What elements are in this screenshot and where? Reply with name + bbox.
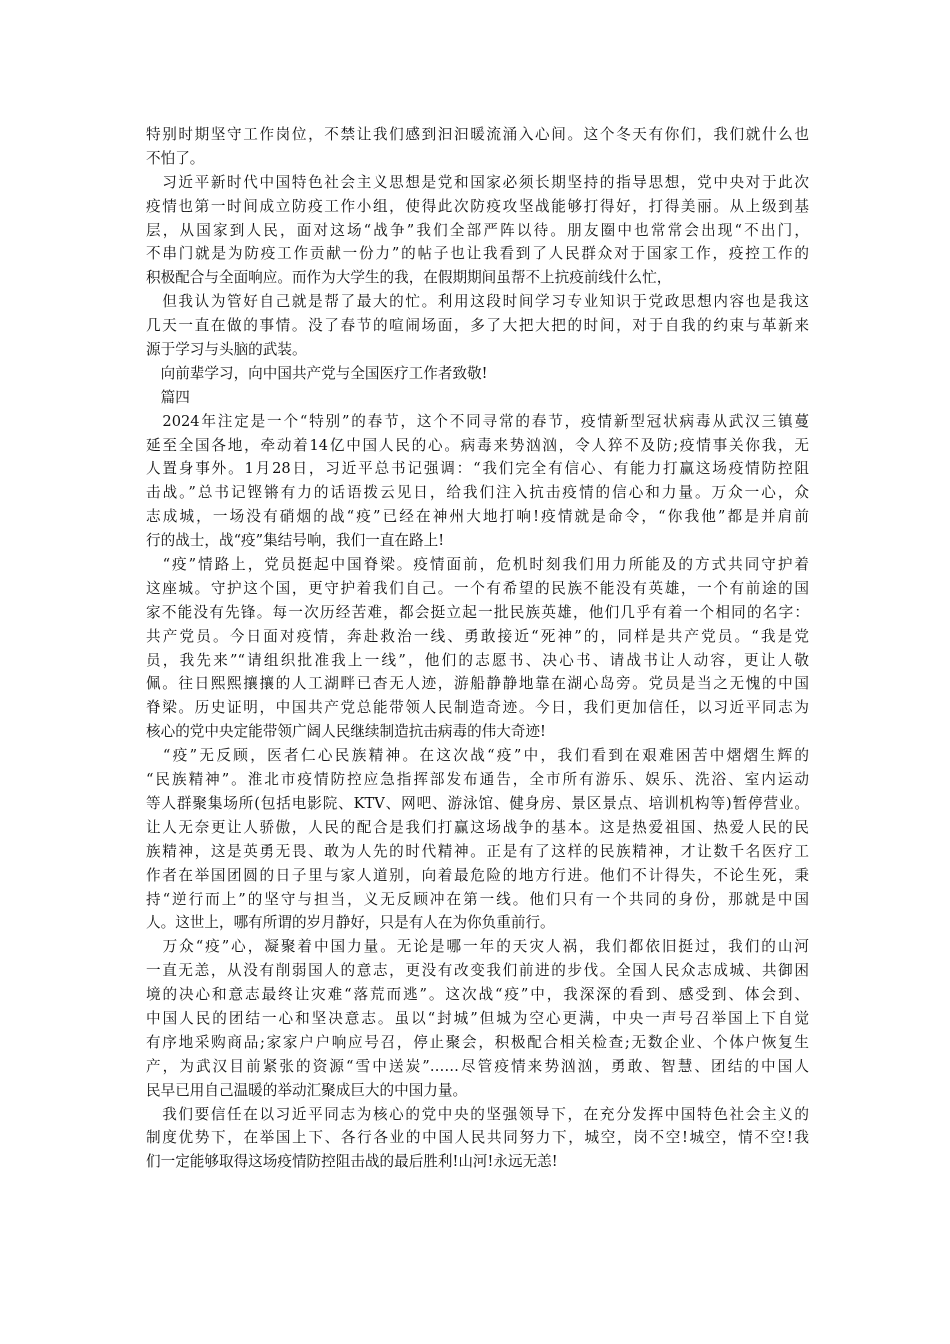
- text-line: 族精神，这是英勇无畏、敢为人先的时代精神。正是有了这样的民族精神，才让数千名医疗工: [146, 842, 809, 860]
- text-line: 民早已用自己温暖的举动汇聚成巨大的中国力量。: [146, 1081, 468, 1099]
- text-line: 积极配合与全面响应。而作为大学生的我，在假期期间虽帮不上抗疫前线什么忙，: [146, 269, 672, 287]
- text-line: 一直无恙，从没有削弱国人的意志，更没有改变我们前进的步伐。全国人民众志成城、共御困: [146, 962, 809, 980]
- text-line: 不串门就是为防疫工作贡献一份力”的帖子也让我看到了人民群众对于国家工作，疫控工作的: [146, 245, 809, 263]
- text-line: 行的战士，战“疫”集结号响，我们一直在路上!: [146, 532, 445, 550]
- text-line: 击战。”总书记铿锵有力的话语拨云见日，给我们注入抗击疫情的信心和力量。万众一心，众: [146, 484, 809, 502]
- text-line: 2024年注定是一个“特别”的春节，这个不同寻常的春节，疫情新型冠状病毒从武汉三镇蔓: [146, 412, 809, 430]
- text-line: 人。这世上，哪有所谓的岁月静好，只是有人在为你负重前行。: [146, 914, 555, 932]
- text-line: 篇四: [146, 388, 190, 406]
- text-line: 核心的党中央定能带领广阔人民继续制造抗击病毒的伟大奇迹!: [146, 723, 546, 741]
- text-line: “疫”情路上，党员挺起中国脊梁。疫情面前，危机时刻我们用力所能及的方式共同守护着: [146, 556, 809, 574]
- text-line: 家不能没有先锋。每一次历经苦难，都会挺立起一批民族英雄，他们几乎有着一个相同的名字：: [146, 603, 809, 621]
- document-body: [146, 123, 809, 1174]
- text-line: 中国人民的团结一心和坚决意志。虽以“封城”但城为空心更满，中央一声号召举国上下自觉: [146, 1009, 809, 1027]
- text-line: 特别时期坚守工作岗位，不禁让我们感到汩汩暖流涌入心间。这个冬天有你们，我们就什么也: [146, 126, 809, 143]
- text-line: 产，为武汉目前紧张的资源“雪中送炭”……尽管疫情来势汹汹，勇敢、智慧、团结的中国人: [146, 1057, 809, 1075]
- text-line: 源于学习与头脑的武装。: [146, 341, 307, 359]
- text-line: 不怕了。: [146, 149, 205, 167]
- text-line: 人置身事外。1月28日，习近平总书记强调：“我们完全有信心、有能力打赢这场疫情防控阻: [146, 460, 809, 478]
- text-line: “民族精神”。淮北市疫情防控应急指挥部发布通告，全市所有游乐、娱乐、洗浴、室内运动: [146, 771, 809, 789]
- text-line: 层，从国家到人民，面对这场“战争”我们全部严阵以待。朋友圈中也常常会出现“不出门，: [146, 221, 809, 239]
- text-line: 向前辈学习，向中国共产党与全国医疗工作者致敬!: [146, 364, 488, 382]
- text-line: 脊梁。历史证明，中国共产党总能带领人民制造奇迹。今日，我们更加信任，以习近平同志为: [146, 699, 809, 717]
- text-line: 作者在举国团圆的日子里与家人道别，向着最危险的地方行进。他们不计得失，不论生死，秉: [146, 866, 809, 884]
- text-line: 制度优势下，在举国上下、各行各业的中国人民共同努力下，城空，岗不空!城空，情不空!我: [146, 1129, 809, 1147]
- text-line: 共产党员。今日面对疫情，奔赴救治一线、勇敢接近“死神”的，同样是共产党员。“我是党: [146, 627, 809, 645]
- text-line: 境的决心和意志最终让灾难“落荒而逃”。这次战“疫”中，我深深的看到、感受到、体会到、: [146, 986, 809, 1004]
- text-line: 延至全国各地，牵动着14亿中国人民的心。病毒来势汹汹，令人猝不及防;疫情事关你我，无: [146, 436, 809, 454]
- text-line: 但我认为管好自己就是帮了最大的忙。利用这段时间学习专业知识于党政思想内容也是我这: [146, 293, 809, 311]
- text-line: 志成城，一场没有硝烟的战“疫”已经在神州大地打响!疫情就是命令，“你我他”都是并肩前: [146, 508, 809, 526]
- text-line: 们一定能够取得这场疫情防控阻击战的最后胜利!山河!永远无恙!: [146, 1153, 558, 1171]
- text-line: 员，我先来”“请组织批准我上一线”，他们的志愿书、决心书、请战书让人动容，更让人敬: [146, 651, 809, 669]
- text-line: 几天一直在做的事情。没了春节的喧闹场面，多了大把大把的时间，对于自我的约束与革新来: [146, 317, 809, 335]
- text-line: 疫情也第一时间成立防疫工作小组，使得此次防疫攻坚战能够打得好，打得美丽。从上级到基: [146, 197, 809, 215]
- text-line: 我们要信任在以习近平同志为核心的党中央的坚强领导下，在充分发挥中国特色社会主义的: [146, 1105, 809, 1123]
- text-line: 佩。往日熙熙攘攘的人工湖畔已杳无人迹，游船静静地靠在湖心岛旁。党员是当之无愧的中国: [146, 675, 809, 693]
- text-line: 等人群聚集场所(包括电影院、KTV、网吧、游泳馆、健身房、景区景点、培训机构等)暂停营业。: [146, 794, 809, 812]
- text-line: 让人无奈更让人骄傲，人民的配合是我们打赢这场战争的基本。这是热爱祖国、热爱人民的民: [146, 818, 809, 836]
- text-line: 习近平新时代中国特色社会主义思想是党和国家必须长期坚持的指导思想，党中央对于此次: [146, 173, 809, 191]
- text-line: 这座城。守护这个国，更守护着我们自己。一个有希望的民族不能没有英雄，一个有前途的国: [146, 579, 809, 597]
- text-line: 持“逆行而上”的坚守与担当，义无反顾冲在第一线。他们只有一个共同的身份，那就是中国: [146, 890, 809, 908]
- text-line: 有序地采购商品;家家户户响应号召，停止聚会，积极配合相关检查;无数企业、个体户恢复生: [146, 1033, 809, 1051]
- text-line: 万众“疫”心，凝聚着中国力量。无论是哪一年的天灾人祸，我们都依旧挺过，我们的山河: [146, 938, 809, 956]
- text-line: “疫”无反顾，医者仁心民族精神。在这次战“疫”中，我们看到在艰难困苦中熠熠生辉的: [146, 747, 809, 765]
